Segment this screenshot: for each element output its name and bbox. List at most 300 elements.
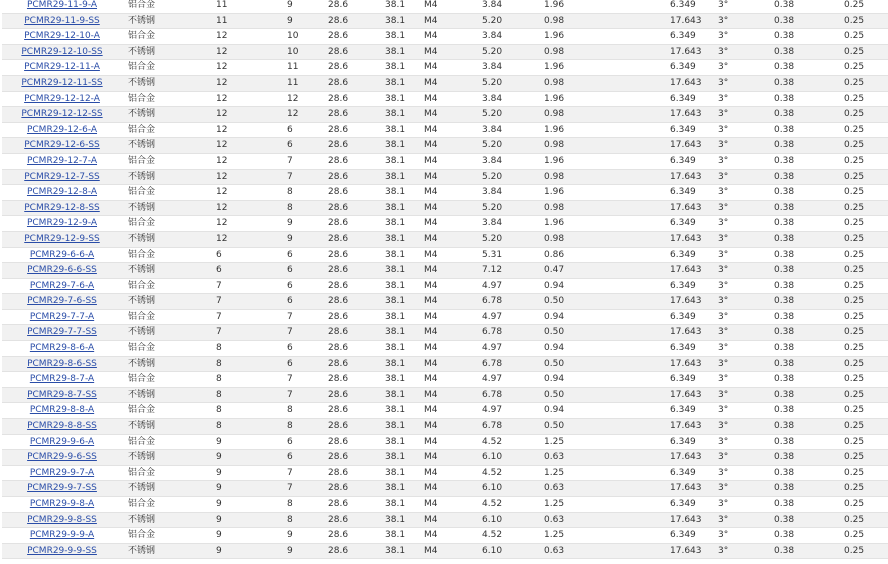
axial-offset-cell: 0.25 — [803, 263, 888, 279]
part-number-link[interactable]: PCMR29-12-12-A — [24, 93, 100, 104]
part-number-link[interactable]: PCMR29-8-6-A — [29, 343, 95, 354]
axial-offset-cell: 0.25 — [803, 294, 888, 310]
axial-offset-cell: 0.25 — [803, 107, 888, 123]
outer-diameter-cell: 28.6 — [304, 185, 361, 201]
part-number-link[interactable]: PCMR29-9-7-SS — [27, 483, 97, 494]
torque-cell: 3.84 — [459, 0, 521, 13]
radial-offset-cell: 0.38 — [747, 341, 803, 357]
length-cell: 38.1 — [361, 387, 418, 403]
length-cell: 38.1 — [361, 13, 418, 29]
bore-d1-cell: 9 — [162, 528, 233, 544]
bore-d2-cell: 8 — [233, 497, 304, 513]
table-row — [2, 153, 888, 169]
outer-diameter-cell: 28.6 — [304, 278, 361, 294]
radial-offset-cell: 0.38 — [747, 481, 803, 497]
misalignment-angle-cell: 3° — [693, 481, 747, 497]
axial-offset-cell: 0.25 — [803, 309, 888, 325]
stiffness-cell: 0.98 — [521, 13, 613, 29]
outer-diameter-cell: 28.6 — [304, 29, 361, 45]
part-number-link[interactable]: PCMR29-12-8-A — [26, 187, 98, 198]
bore-d1-cell: 12 — [162, 231, 233, 247]
length-cell: 38.1 — [361, 434, 418, 450]
radial-offset-cell: 0.38 — [747, 528, 803, 544]
screw-size-cell: M4 — [418, 185, 459, 201]
screw-size-cell: M4 — [418, 543, 459, 559]
stiffness-cell: 0.98 — [521, 75, 613, 91]
table-row — [2, 403, 888, 419]
table-row — [2, 341, 888, 357]
table-row — [2, 75, 888, 91]
stiffness-cell: 0.63 — [521, 512, 613, 528]
part-number-cell — [2, 450, 122, 466]
misalignment-angle-cell: 3° — [693, 122, 747, 138]
outer-diameter-cell: 28.6 — [304, 13, 361, 29]
part-number-cell — [2, 294, 122, 310]
table-row — [2, 263, 888, 279]
material-cell: 不锈钢 — [122, 231, 162, 247]
length-cell: 38.1 — [361, 44, 418, 60]
length-cell: 38.1 — [361, 91, 418, 107]
moment-cell: 17.643 — [613, 13, 693, 29]
screw-size-cell: M4 — [418, 107, 459, 123]
material-cell: 铝合金 — [122, 0, 162, 13]
material-cell: 铝合金 — [122, 497, 162, 513]
outer-diameter-cell: 28.6 — [304, 44, 361, 60]
bore-d1-cell: 9 — [162, 434, 233, 450]
stiffness-cell: 0.94 — [521, 403, 613, 419]
radial-offset-cell: 0.38 — [747, 75, 803, 91]
stiffness-cell: 0.63 — [521, 450, 613, 466]
screw-size-cell: M4 — [418, 138, 459, 154]
screw-size-cell: M4 — [418, 512, 459, 528]
part-number-link[interactable]: PCMR29-12-9-A — [26, 218, 98, 229]
stiffness-cell: 0.94 — [521, 341, 613, 357]
material-cell: 不锈钢 — [122, 263, 162, 279]
moment-cell: 6.349 — [613, 465, 693, 481]
moment-cell: 6.349 — [613, 309, 693, 325]
outer-diameter-cell: 28.6 — [304, 512, 361, 528]
part-number-link[interactable]: PCMR29-12-8-SS — [24, 202, 100, 213]
part-number-cell — [2, 200, 122, 216]
material-cell: 铝合金 — [122, 247, 162, 263]
torque-cell: 6.78 — [459, 356, 521, 372]
part-number-link[interactable]: PCMR29-12-9-SS — [24, 233, 100, 244]
length-cell: 38.1 — [361, 309, 418, 325]
length-cell: 38.1 — [361, 169, 418, 185]
part-number-cell — [2, 356, 122, 372]
misalignment-angle-cell: 3° — [693, 29, 747, 45]
stiffness-cell: 0.98 — [521, 138, 613, 154]
torque-cell: 5.20 — [459, 231, 521, 247]
misalignment-angle-cell: 3° — [693, 169, 747, 185]
radial-offset-cell: 0.38 — [747, 200, 803, 216]
part-number-link[interactable]: PCMR29-9-9-SS — [27, 545, 97, 556]
table-row — [2, 44, 888, 60]
bore-d2-cell: 7 — [233, 481, 304, 497]
bore-d2-cell: 9 — [233, 543, 304, 559]
product-spec-table — [2, 0, 888, 559]
screw-size-cell: M4 — [418, 44, 459, 60]
moment-cell: 6.349 — [613, 403, 693, 419]
screw-size-cell: M4 — [418, 0, 459, 13]
misalignment-angle-cell: 3° — [693, 512, 747, 528]
table-row — [2, 528, 888, 544]
length-cell: 38.1 — [361, 216, 418, 232]
radial-offset-cell: 0.38 — [747, 122, 803, 138]
torque-cell: 6.10 — [459, 512, 521, 528]
stiffness-cell: 1.25 — [521, 497, 613, 513]
torque-cell: 6.10 — [459, 481, 521, 497]
radial-offset-cell: 0.38 — [747, 309, 803, 325]
bore-d1-cell: 12 — [162, 138, 233, 154]
misalignment-angle-cell: 3° — [693, 387, 747, 403]
torque-cell: 3.84 — [459, 29, 521, 45]
length-cell: 38.1 — [361, 263, 418, 279]
moment-cell: 17.643 — [613, 543, 693, 559]
bore-d2-cell: 7 — [233, 153, 304, 169]
bore-d2-cell: 6 — [233, 294, 304, 310]
torque-cell: 4.52 — [459, 528, 521, 544]
moment-cell: 6.349 — [613, 372, 693, 388]
radial-offset-cell: 0.38 — [747, 497, 803, 513]
table-row — [2, 372, 888, 388]
part-number-cell — [2, 44, 122, 60]
misalignment-angle-cell: 3° — [693, 372, 747, 388]
torque-cell: 6.78 — [459, 325, 521, 341]
misalignment-angle-cell: 3° — [693, 278, 747, 294]
torque-cell: 6.10 — [459, 450, 521, 466]
screw-size-cell: M4 — [418, 294, 459, 310]
moment-cell: 6.349 — [613, 153, 693, 169]
radial-offset-cell: 0.38 — [747, 294, 803, 310]
radial-offset-cell: 0.38 — [747, 169, 803, 185]
screw-size-cell: M4 — [418, 278, 459, 294]
torque-cell: 4.97 — [459, 341, 521, 357]
material-cell: 不锈钢 — [122, 13, 162, 29]
table-row — [2, 309, 888, 325]
stiffness-cell: 1.96 — [521, 91, 613, 107]
stiffness-cell: 0.47 — [521, 263, 613, 279]
part-number-link[interactable]: PCMR29-9-6-A — [29, 436, 95, 447]
axial-offset-cell: 0.25 — [803, 185, 888, 201]
torque-cell: 3.84 — [459, 153, 521, 169]
length-cell: 38.1 — [361, 75, 418, 91]
part-number-link[interactable]: PCMR29-7-7-SS — [27, 327, 97, 338]
table-row — [2, 13, 888, 29]
moment-cell: 17.643 — [613, 419, 693, 435]
torque-cell: 4.97 — [459, 403, 521, 419]
stiffness-cell: 0.94 — [521, 372, 613, 388]
part-number-link[interactable]: PCMR29-8-8-SS — [27, 421, 97, 432]
moment-cell: 6.349 — [613, 29, 693, 45]
outer-diameter-cell: 28.6 — [304, 309, 361, 325]
bore-d2-cell: 12 — [233, 107, 304, 123]
part-number-link[interactable]: PCMR29-6-6-A — [29, 249, 95, 260]
bore-d2-cell: 11 — [233, 75, 304, 91]
material-cell: 铝合金 — [122, 216, 162, 232]
material-cell: 不锈钢 — [122, 75, 162, 91]
screw-size-cell: M4 — [418, 75, 459, 91]
stiffness-cell: 0.98 — [521, 200, 613, 216]
part-number-cell — [2, 216, 122, 232]
stiffness-cell: 0.98 — [521, 44, 613, 60]
bore-d2-cell: 6 — [233, 138, 304, 154]
length-cell: 38.1 — [361, 356, 418, 372]
material-cell: 不锈钢 — [122, 419, 162, 435]
moment-cell: 17.643 — [613, 512, 693, 528]
axial-offset-cell: 0.25 — [803, 247, 888, 263]
length-cell: 38.1 — [361, 138, 418, 154]
torque-cell: 4.97 — [459, 372, 521, 388]
part-number-link[interactable]: PCMR29-12-10-A — [24, 31, 100, 42]
axial-offset-cell: 0.25 — [803, 528, 888, 544]
material-cell: 不锈钢 — [122, 512, 162, 528]
part-number-link[interactable]: PCMR29-12-7-A — [26, 155, 98, 166]
table-row — [2, 247, 888, 263]
radial-offset-cell: 0.38 — [747, 0, 803, 13]
outer-diameter-cell: 28.6 — [304, 138, 361, 154]
part-number-link[interactable]: PCMR29-6-6-SS — [27, 265, 97, 276]
axial-offset-cell: 0.25 — [803, 29, 888, 45]
misalignment-angle-cell: 3° — [693, 107, 747, 123]
table-row — [2, 325, 888, 341]
part-number-link[interactable]: PCMR29-8-8-A — [29, 405, 95, 416]
table-row — [2, 481, 888, 497]
bore-d2-cell: 11 — [233, 60, 304, 76]
moment-cell: 6.349 — [613, 278, 693, 294]
outer-diameter-cell: 28.6 — [304, 465, 361, 481]
bore-d2-cell: 9 — [233, 528, 304, 544]
bore-d1-cell: 9 — [162, 465, 233, 481]
part-number-link[interactable]: PCMR29-12-7-SS — [24, 171, 100, 182]
outer-diameter-cell: 28.6 — [304, 216, 361, 232]
outer-diameter-cell: 28.6 — [304, 528, 361, 544]
moment-cell: 6.349 — [613, 0, 693, 13]
material-cell: 铝合金 — [122, 185, 162, 201]
stiffness-cell: 1.96 — [521, 122, 613, 138]
table-row — [2, 356, 888, 372]
table-row — [2, 294, 888, 310]
outer-diameter-cell: 28.6 — [304, 263, 361, 279]
radial-offset-cell: 0.38 — [747, 325, 803, 341]
material-cell: 铝合金 — [122, 122, 162, 138]
moment-cell: 6.349 — [613, 91, 693, 107]
part-number-cell — [2, 263, 122, 279]
outer-diameter-cell: 28.6 — [304, 294, 361, 310]
radial-offset-cell: 0.38 — [747, 465, 803, 481]
torque-cell: 3.84 — [459, 122, 521, 138]
axial-offset-cell: 0.25 — [803, 403, 888, 419]
bore-d1-cell: 9 — [162, 481, 233, 497]
outer-diameter-cell: 28.6 — [304, 434, 361, 450]
part-number-link[interactable]: PCMR29-12-10-SS — [21, 46, 103, 57]
bore-d2-cell: 8 — [233, 419, 304, 435]
material-cell: 铝合金 — [122, 372, 162, 388]
radial-offset-cell: 0.38 — [747, 543, 803, 559]
screw-size-cell: M4 — [418, 29, 459, 45]
bore-d1-cell: 12 — [162, 44, 233, 60]
material-cell: 不锈钢 — [122, 481, 162, 497]
radial-offset-cell: 0.38 — [747, 60, 803, 76]
bore-d1-cell: 9 — [162, 497, 233, 513]
axial-offset-cell: 0.25 — [803, 543, 888, 559]
part-number-link[interactable]: PCMR29-8-7-A — [29, 374, 95, 385]
bore-d1-cell: 12 — [162, 216, 233, 232]
outer-diameter-cell: 28.6 — [304, 231, 361, 247]
torque-cell: 6.10 — [459, 543, 521, 559]
axial-offset-cell: 0.25 — [803, 465, 888, 481]
misalignment-angle-cell: 3° — [693, 263, 747, 279]
screw-size-cell: M4 — [418, 169, 459, 185]
bore-d1-cell: 11 — [162, 13, 233, 29]
outer-diameter-cell: 28.6 — [304, 481, 361, 497]
part-number-link[interactable]: PCMR29-8-6-SS — [27, 358, 97, 369]
stiffness-cell: 0.50 — [521, 325, 613, 341]
length-cell: 38.1 — [361, 0, 418, 13]
bore-d2-cell: 7 — [233, 325, 304, 341]
torque-cell: 3.84 — [459, 185, 521, 201]
moment-cell: 6.349 — [613, 341, 693, 357]
part-number-link[interactable]: PCMR29-11-9-SS — [24, 15, 100, 26]
length-cell: 38.1 — [361, 403, 418, 419]
misalignment-angle-cell: 3° — [693, 419, 747, 435]
part-number-link[interactable]: PCMR29-7-6-A — [29, 280, 95, 291]
screw-size-cell: M4 — [418, 200, 459, 216]
moment-cell: 6.349 — [613, 122, 693, 138]
bore-d1-cell: 12 — [162, 153, 233, 169]
part-number-link[interactable]: PCMR29-9-8-SS — [27, 514, 97, 525]
length-cell: 38.1 — [361, 450, 418, 466]
radial-offset-cell: 0.38 — [747, 278, 803, 294]
part-number-link[interactable]: PCMR29-12-6-A — [26, 124, 98, 135]
misalignment-angle-cell: 3° — [693, 309, 747, 325]
stiffness-cell: 0.63 — [521, 481, 613, 497]
part-number-cell — [2, 153, 122, 169]
bore-d2-cell: 7 — [233, 465, 304, 481]
radial-offset-cell: 0.38 — [747, 356, 803, 372]
moment-cell: 6.349 — [613, 434, 693, 450]
torque-cell: 5.20 — [459, 75, 521, 91]
torque-cell: 4.97 — [459, 278, 521, 294]
part-number-link[interactable]: PCMR29-9-9-A — [29, 530, 95, 541]
misalignment-angle-cell: 3° — [693, 216, 747, 232]
length-cell: 38.1 — [361, 122, 418, 138]
length-cell: 38.1 — [361, 528, 418, 544]
radial-offset-cell: 0.38 — [747, 29, 803, 45]
radial-offset-cell: 0.38 — [747, 247, 803, 263]
part-number-link[interactable]: PCMR29-7-7-A — [29, 311, 95, 322]
bore-d2-cell: 7 — [233, 309, 304, 325]
length-cell: 38.1 — [361, 481, 418, 497]
part-number-link[interactable]: PCMR29-9-6-SS — [27, 452, 97, 463]
outer-diameter-cell: 28.6 — [304, 0, 361, 13]
axial-offset-cell: 0.25 — [803, 497, 888, 513]
stiffness-cell: 1.96 — [521, 0, 613, 13]
axial-offset-cell: 0.25 — [803, 419, 888, 435]
radial-offset-cell: 0.38 — [747, 450, 803, 466]
moment-cell: 17.643 — [613, 387, 693, 403]
torque-cell: 3.84 — [459, 60, 521, 76]
torque-cell: 5.20 — [459, 44, 521, 60]
stiffness-cell: 1.25 — [521, 465, 613, 481]
length-cell: 38.1 — [361, 497, 418, 513]
table-row — [2, 91, 888, 107]
bore-d1-cell: 7 — [162, 278, 233, 294]
bore-d2-cell: 6 — [233, 263, 304, 279]
table-row — [2, 107, 888, 123]
moment-cell: 6.349 — [613, 247, 693, 263]
material-cell: 不锈钢 — [122, 356, 162, 372]
bore-d1-cell: 8 — [162, 387, 233, 403]
misalignment-angle-cell: 3° — [693, 403, 747, 419]
bore-d1-cell: 12 — [162, 91, 233, 107]
bore-d2-cell: 6 — [233, 356, 304, 372]
material-cell: 不锈钢 — [122, 387, 162, 403]
bore-d2-cell: 9 — [233, 0, 304, 13]
outer-diameter-cell: 28.6 — [304, 543, 361, 559]
outer-diameter-cell: 28.6 — [304, 169, 361, 185]
bore-d1-cell: 11 — [162, 0, 233, 13]
axial-offset-cell: 0.25 — [803, 481, 888, 497]
part-number-link[interactable]: PCMR29-9-7-A — [29, 467, 95, 478]
axial-offset-cell: 0.25 — [803, 450, 888, 466]
outer-diameter-cell: 28.6 — [304, 450, 361, 466]
part-number-link[interactable]: PCMR29-12-11-A — [24, 62, 100, 73]
moment-cell: 17.643 — [613, 325, 693, 341]
part-number-link[interactable]: PCMR29-9-8-A — [29, 499, 95, 509]
part-number-link[interactable]: PCMR29-8-7-SS — [27, 389, 97, 400]
screw-size-cell: M4 — [418, 216, 459, 232]
outer-diameter-cell: 28.6 — [304, 403, 361, 419]
length-cell: 38.1 — [361, 200, 418, 216]
part-number-cell — [2, 372, 122, 388]
torque-cell: 6.78 — [459, 294, 521, 310]
stiffness-cell: 1.96 — [521, 216, 613, 232]
stiffness-cell: 0.98 — [521, 107, 613, 123]
part-number-link[interactable]: PCMR29-12-11-SS — [21, 77, 103, 88]
bore-d1-cell: 9 — [162, 450, 233, 466]
length-cell: 38.1 — [361, 185, 418, 201]
axial-offset-cell: 0.25 — [803, 231, 888, 247]
part-number-link[interactable]: PCMR29-11-9-A — [26, 0, 98, 10]
part-number-cell — [2, 325, 122, 341]
bore-d2-cell: 8 — [233, 403, 304, 419]
bore-d2-cell: 6 — [233, 122, 304, 138]
moment-cell: 17.643 — [613, 107, 693, 123]
part-number-link[interactable]: PCMR29-12-12-SS — [21, 109, 103, 120]
part-number-cell — [2, 278, 122, 294]
part-number-cell — [2, 122, 122, 138]
table-row — [2, 278, 888, 294]
part-number-cell — [2, 419, 122, 435]
screw-size-cell: M4 — [418, 263, 459, 279]
table-row — [2, 216, 888, 232]
part-number-cell — [2, 169, 122, 185]
part-number-link[interactable]: PCMR29-7-6-SS — [27, 296, 97, 307]
bore-d1-cell: 12 — [162, 29, 233, 45]
part-number-link[interactable]: PCMR29-12-6-SS — [24, 140, 100, 151]
screw-size-cell: M4 — [418, 13, 459, 29]
stiffness-cell: 1.96 — [521, 29, 613, 45]
bore-d2-cell: 6 — [233, 278, 304, 294]
stiffness-cell: 1.25 — [521, 528, 613, 544]
radial-offset-cell: 0.38 — [747, 91, 803, 107]
screw-size-cell: M4 — [418, 122, 459, 138]
axial-offset-cell: 0.25 — [803, 122, 888, 138]
material-cell: 铝合金 — [122, 60, 162, 76]
moment-cell: 17.643 — [613, 263, 693, 279]
outer-diameter-cell: 28.6 — [304, 60, 361, 76]
